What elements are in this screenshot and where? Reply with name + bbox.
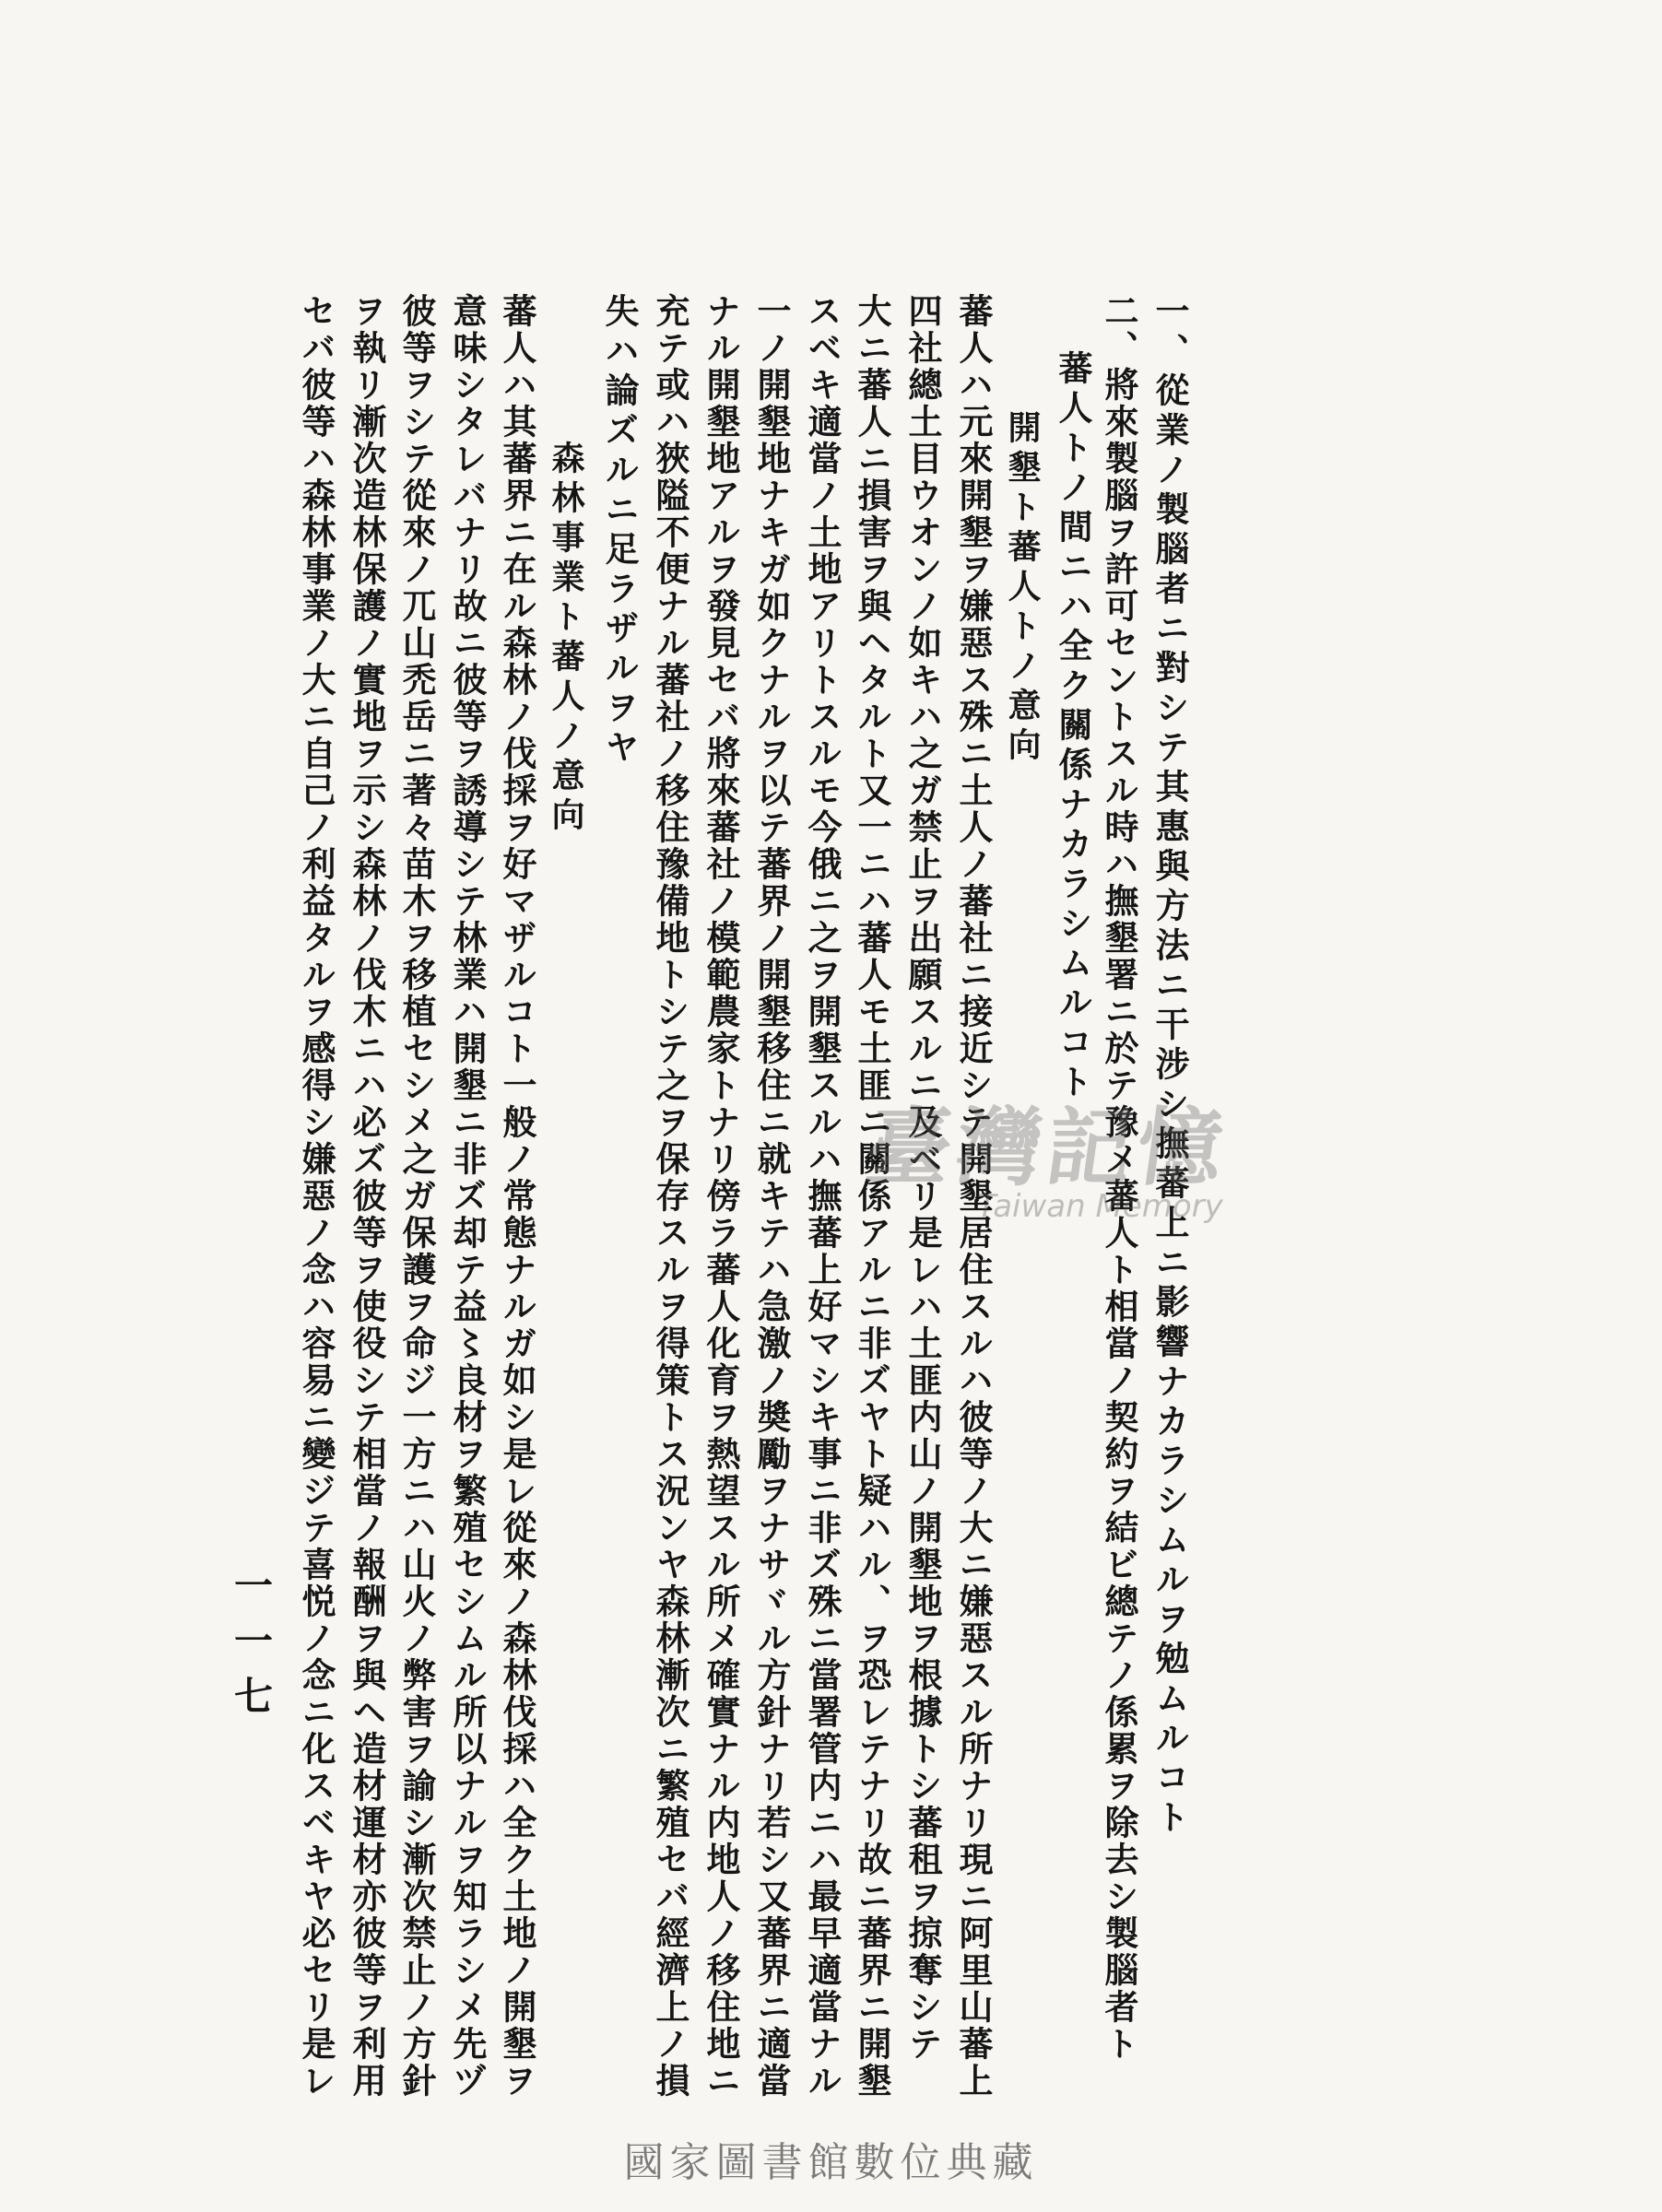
text-column-7: 大ニ蕃人ニ損害ヲ與ヘタルト又一ニハ蕃人モ土匪ニ關係アルニ非ズヤト疑ハル、ヲ恐レテナリ故ニ蕃界ニ開墾 bbox=[852, 293, 892, 2100]
text-column-3: 蕃人トノ間ニハ全ク關係ナカラシムルコト bbox=[1053, 350, 1093, 1103]
text-column-14: 蕃人ハ其蕃界ニ在ル森林ノ伐採ヲ好マザルコト一般ノ常態ナルガ如シ是レ從來ノ森林伐採ハ全ク土地ノ開墾ヲ bbox=[497, 293, 537, 2100]
text-column-11: 充テ或ハ狹隘不便ナル蕃社ノ移住豫備地トシテ之ヲ保存スルヲ得策トス況ンヤ森林漸次ニ繁殖セバ經濟上ノ損 bbox=[650, 293, 690, 2100]
text-column-1: 一、從業ノ製腦者ニ對シテ其惠與方法ニ干涉シ撫蕃上ニ影響ナカラシムルヲ勉ムルコト bbox=[1149, 293, 1190, 1839]
watermark-chinese-text: 臺灣記憶 bbox=[859, 1098, 1235, 1197]
section-heading-forestry: 森林事業ト蕃人ノ意向 bbox=[547, 441, 585, 837]
text-column-8: スベキ適當ノ土地アリトスルモ今俄ニ之ヲ開墾スルハ撫蕃上好マシキ事ニ非ズ殊ニ當署管内ニハ最早適當ナル bbox=[802, 293, 843, 2100]
section-heading-land-reclamation: 開墾ト蕃人トノ意向 bbox=[1003, 410, 1042, 767]
library-footer: 國家圖書館數位典藏 bbox=[623, 2139, 1039, 2186]
text-column-16: 彼等ヲシテ從來ノ兀山禿岳ニ著々苗木ヲ移植セシメ之ガ保護ヲ命ジ一方ニハ山火ノ弊害ヲ諭シ漸次禁止ノ方針 bbox=[396, 293, 437, 2100]
text-column-12: 失ハ論ズルニ足ラザルヲヤ bbox=[599, 293, 640, 769]
text-column-6: 四社總土目ウオンノ如キハ之ガ禁止ヲ出願スルニ及ベリ是レハ土匪内山ノ開墾地ヲ根據トシ蕃租ヲ掠奪シテ bbox=[902, 293, 943, 2063]
text-column-9: 一ノ開墾地ナキガ如クナルヲ以テ蕃界ノ開墾移住ニ就キテハ急激ノ奬勵ヲナサヾル方針ナリ若シ又蕃界ニ適當 bbox=[751, 293, 792, 2100]
text-column-2: 二、將來製腦ヲ許可セントスル時ハ撫墾署ニ於テ豫メ蕃人ト相當ノ契約ヲ結ビ總テノ係累ヲ除去シ製腦者ト bbox=[1099, 293, 1139, 2063]
text-column-17: ヲ執リ漸次造林保護ノ實地ヲ示シ森林ノ伐木ニハ必ズ彼等ヲ使役シテ相當ノ報酬ヲ與ヘ造材運材亦彼等ヲ利用 bbox=[347, 293, 387, 2100]
watermark-english-text: Taiwan Memory bbox=[977, 1188, 1223, 1225]
text-column-15: 意味シタレバナリ故ニ彼等ヲ誘導シテ林業ハ開墾ニ非ズ却テ益〻良材ヲ繁殖セシムル所以ナルヲ知ラシメ先ヅ bbox=[447, 293, 488, 2100]
text-column-10: ナル開墾地アルヲ發見セバ將來蕃社ノ模範農家トナリ傍ラ蕃人化育ヲ熱望スル所メ確實ナル内地人ノ移住地ニ bbox=[701, 293, 741, 2100]
text-column-5: 蕃人ハ元來開墾ヲ嫌惡ス殊ニ土人ノ蕃社ニ接近シテ開墾居住スルハ彼等ノ大ニ嫌惡スル所ナリ現ニ阿里山蕃上 bbox=[953, 293, 994, 2100]
text-column-18: セバ彼等ハ森林事業ノ大ニ自己ノ利益タルヲ感得シ嫌惡ノ念ハ容易ニ變ジテ喜悦ノ念ニ化スベキヤ必セリ是レ bbox=[296, 293, 336, 2100]
page-number: 一一七 bbox=[229, 1565, 274, 1731]
